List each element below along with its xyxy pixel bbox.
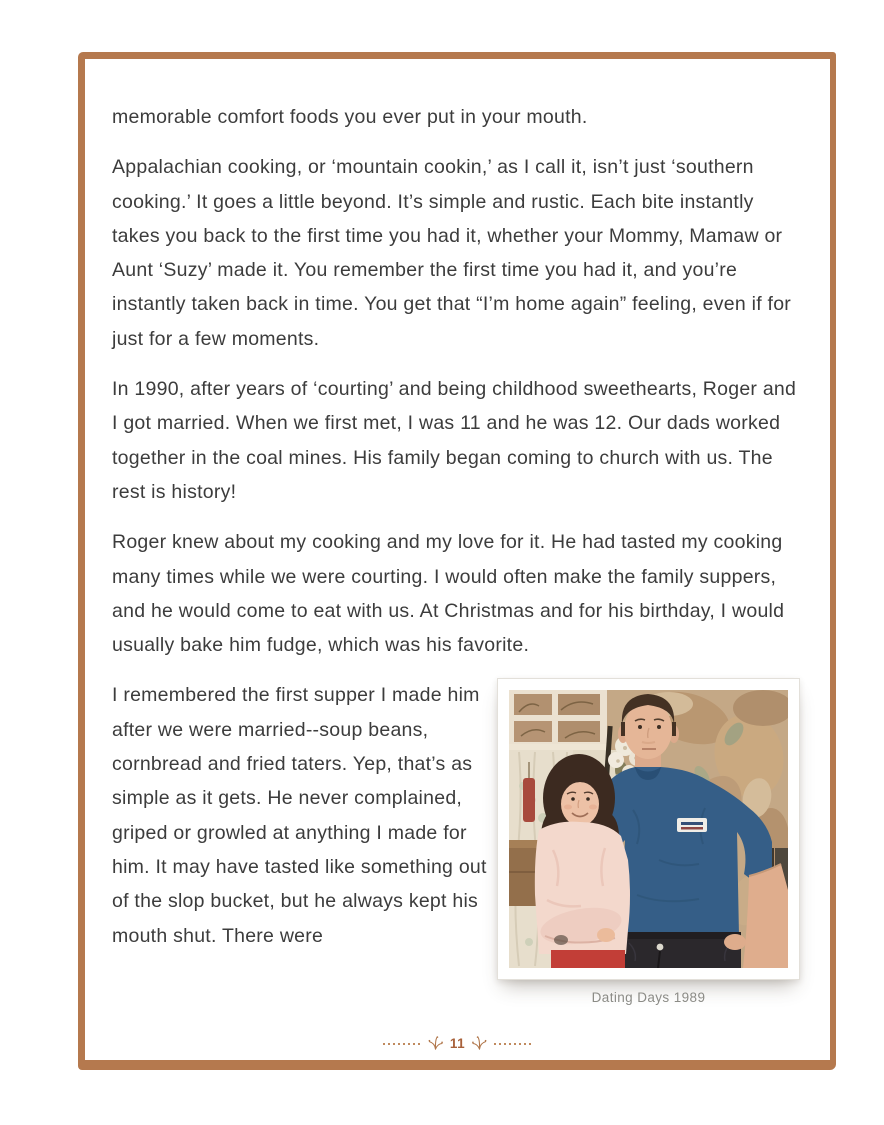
- photo-caption: Dating Days 1989: [591, 990, 706, 1005]
- photo-figure: [497, 678, 800, 1005]
- photo-frame: [497, 678, 800, 980]
- paragraph-1: memorable comfort foods you ever put in your mouth.: [112, 106, 588, 128]
- leaf-ornament-right: [472, 1036, 487, 1051]
- leaf-ornament-left: [428, 1036, 443, 1051]
- dotted-rule-right: [494, 1043, 532, 1045]
- paragraph-4: Roger knew about my cooking and my love for it. He had tasted my cooking many times while we were courting. I would often make the family suppers, and he would come to eat with us. At Christmas and for his birthday, I would usually bake him fudge, which was his favorite.: [112, 531, 785, 657]
- paragraph-5: I remembered the first supper I made him after we were married--soup beans, cornbread and fried taters. Yep, that’s as simple as it gets. He never complained, griped or growled at anything I made for him. It may have tasted like something out of the slop bucket, but he always kept his mouth shut. There were: [112, 684, 487, 947]
- paragraph-3: In 1990, after years of ‘courting’ and being childhood sweethearts, Roger and I got married. When we first met, I was 11 and he was 12. Our dads worked together in the coal mines. His family began coming to church with us. The rest is history!: [112, 378, 797, 503]
- page-number: 11: [449, 1036, 466, 1051]
- page-number-row: [85, 1036, 830, 1051]
- couple-photo: [509, 690, 788, 968]
- page-border: [78, 52, 836, 1070]
- dotted-rule-left: [383, 1043, 421, 1045]
- paragraph-2: Appalachian cooking, or ‘mountain cookin,’ as I call it, isn’t just ‘southern cooking.’ It goes a little beyond. It’s simple and rustic. Each bite instantly takes you back to the first time you had it, whether your Mommy, Mamaw or Aunt ‘Suzy’ made it. You remember the first time you had it, and you’re instantly taken back in time. You get that “I’m home again” feeling, even if for just for a few moments.: [112, 156, 792, 350]
